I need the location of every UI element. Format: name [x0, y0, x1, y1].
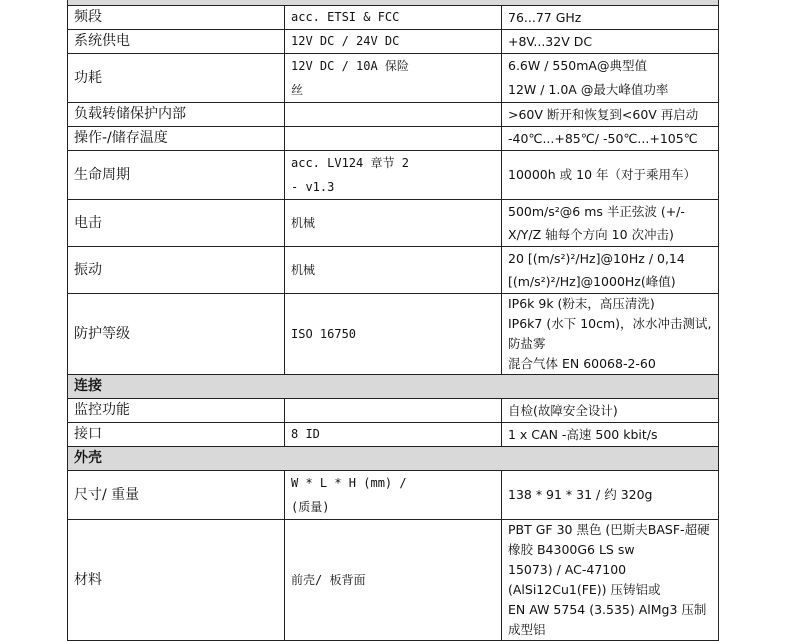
table-row	[68, 520, 719, 641]
table-row	[68, 30, 719, 54]
table-row	[68, 6, 719, 30]
row-detail-line: PBT GF 30 黑色 (巴斯夫BASF-超硬橡胶 B4300G6 LS sw	[508, 522, 710, 557]
row-value-line: W * L * H (mm) /	[291, 476, 407, 490]
row-value	[285, 294, 502, 375]
row-detail-line: 混合气体 EN 60068-2-60	[508, 356, 656, 371]
row-label: 尺寸/ 重量	[68, 471, 285, 520]
row-value-line: - v1.3	[291, 180, 335, 194]
row-value	[285, 103, 502, 127]
row-detail	[502, 247, 719, 294]
row-detail-line: 15073) / AC-47100 (AlSi12Cu1(FE)) 压铸铝或	[508, 562, 661, 597]
row-value	[285, 520, 502, 641]
table-row	[68, 471, 719, 520]
row-label: 材料	[68, 520, 285, 641]
row-detail-line: 138 * 91 * 31 / 约 320g	[508, 487, 653, 502]
row-detail-line: 1 x CAN -高速 500 kbit/s	[508, 427, 658, 442]
section-title: 外壳	[68, 447, 719, 471]
row-detail-line: +8V...32V DC	[508, 34, 593, 49]
row-detail-line: 500m/s²@6 ms 半正弦波 (+/-X/Y/Z 轴每个方向 10 次冲击)	[508, 204, 685, 242]
row-label: 负载转储保护内部	[68, 103, 285, 127]
table-row	[68, 200, 719, 247]
row-detail-line: 6.6W / 550mA@典型值	[508, 58, 647, 73]
table-row	[68, 423, 719, 447]
row-detail	[502, 54, 719, 103]
row-detail-line: IP6k7 (水下 10cm)，冰水冲击测试, 防盐雾	[508, 316, 712, 351]
table-row	[68, 103, 719, 127]
row-value	[285, 247, 502, 294]
section-header	[68, 447, 719, 471]
row-detail	[502, 423, 719, 447]
row-value-line: 机械	[291, 262, 316, 277]
section-title: 连接	[68, 375, 719, 399]
row-detail	[502, 151, 719, 200]
row-detail-line: -40℃...+85℃/ -50℃...+105℃	[508, 131, 698, 146]
table-row	[68, 399, 719, 423]
row-value	[285, 54, 502, 103]
spec-table	[67, 0, 719, 641]
table-row	[68, 247, 719, 294]
row-value-line: 前壳/ 板背面	[291, 573, 366, 587]
row-detail-line: 10000h 或 10 年（对于乘用车）	[508, 167, 697, 182]
row-value-line: 丝	[291, 83, 304, 97]
row-label: 振动	[68, 247, 285, 294]
row-value	[285, 151, 502, 200]
row-value	[285, 399, 502, 423]
row-value-line: 12V DC / 24V DC	[291, 34, 400, 48]
row-detail	[502, 399, 719, 423]
row-value	[285, 471, 502, 520]
row-label: 功耗	[68, 54, 285, 103]
row-detail-line: IP6k 9k (粉末，高压清洗)	[508, 296, 655, 311]
table-row	[68, 294, 719, 375]
row-label: 防护等级	[68, 294, 285, 375]
row-detail	[502, 471, 719, 520]
row-value-line: (质量)	[291, 500, 330, 514]
row-label: 操作-/储存温度	[68, 127, 285, 151]
row-label: 频段	[68, 6, 285, 30]
row-value	[285, 127, 502, 151]
row-detail-line: 自检(故障安全设计)	[508, 403, 618, 418]
row-value-line: acc. ETSI & FCC	[291, 10, 400, 24]
section-header	[68, 375, 719, 399]
row-detail	[502, 6, 719, 30]
row-value-line: acc. LV124 章节 2	[291, 156, 409, 170]
row-value	[285, 30, 502, 54]
row-label: 接口	[68, 423, 285, 447]
row-value-line: 8 ID	[291, 427, 320, 441]
row-detail	[502, 30, 719, 54]
row-value-line: 12V DC / 10A 保险	[291, 59, 409, 73]
table-row	[68, 127, 719, 151]
row-detail-line: 76...77 GHz	[508, 10, 582, 25]
row-label: 电击	[68, 200, 285, 247]
table-row	[68, 54, 719, 103]
row-detail	[502, 294, 719, 375]
table-row	[68, 151, 719, 200]
row-detail	[502, 127, 719, 151]
row-label: 生命周期	[68, 151, 285, 200]
row-detail	[502, 520, 719, 641]
row-label: 监控功能	[68, 399, 285, 423]
row-value	[285, 6, 502, 30]
row-label: 系统供电	[68, 30, 285, 54]
row-detail-line: >60V 断开和恢复到<60V 再启动	[508, 107, 699, 122]
row-detail-line: EN AW 5754 (3.535) AlMg3 压制成型铝	[508, 602, 707, 637]
row-value-line: 机械	[291, 215, 316, 230]
row-value	[285, 423, 502, 447]
row-detail	[502, 103, 719, 127]
row-value-line: ISO 16750	[291, 327, 357, 341]
row-value	[285, 200, 502, 247]
row-detail	[502, 200, 719, 247]
row-detail-line: 12W / 1.0A @最大峰值功率	[508, 82, 669, 97]
row-detail-line: 20 [(m/s²)²/Hz]@10Hz / 0,14 [(m/s²)²/Hz]@1000Hz(峰值)	[508, 251, 685, 289]
